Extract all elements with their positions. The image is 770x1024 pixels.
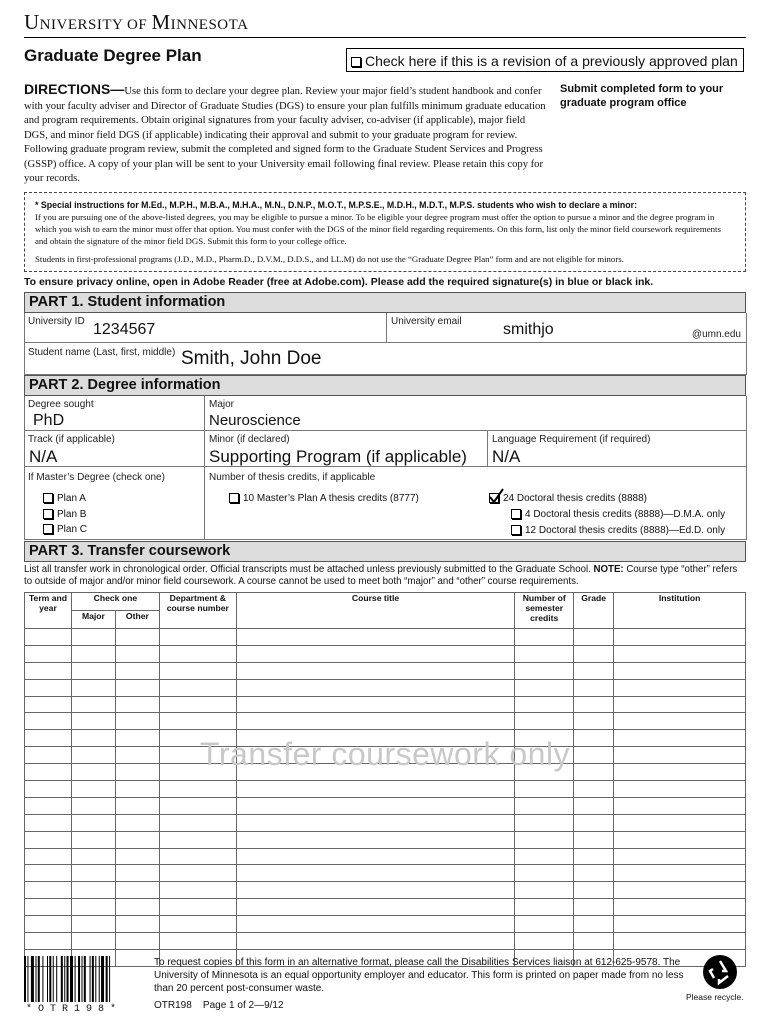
barcode-bar <box>61 956 63 1002</box>
revision-checkbox[interactable] <box>351 57 361 67</box>
table-cell[interactable] <box>515 679 574 696</box>
barcode-bar <box>24 956 26 1002</box>
table-cell[interactable] <box>236 797 514 814</box>
col-course-title: Course title <box>236 593 514 629</box>
table-cell[interactable] <box>515 882 574 899</box>
table-cell[interactable] <box>25 916 72 933</box>
barcode-bar <box>95 956 96 1002</box>
table-cell[interactable] <box>515 814 574 831</box>
table-cell[interactable] <box>574 865 614 882</box>
watermark: Transfer coursework only <box>200 736 571 772</box>
university-email-label: University email <box>391 316 462 327</box>
table-cell[interactable] <box>515 797 574 814</box>
table-cell[interactable] <box>614 713 746 730</box>
thesis-4-option[interactable] <box>511 509 725 520</box>
table-cell[interactable] <box>115 713 159 730</box>
table-cell[interactable] <box>614 696 746 713</box>
table-cell[interactable] <box>614 730 746 747</box>
table-cell[interactable] <box>71 916 115 933</box>
table-cell[interactable] <box>71 781 115 798</box>
table-cell[interactable] <box>515 781 574 798</box>
barcode-bar <box>84 956 86 1002</box>
table-cell[interactable] <box>115 730 159 747</box>
table-cell[interactable] <box>25 645 72 662</box>
col-grade: Grade <box>574 593 614 629</box>
table-cell[interactable] <box>614 797 746 814</box>
table-cell[interactable] <box>115 916 159 933</box>
major-value: Neuroscience <box>209 412 301 429</box>
table-cell[interactable] <box>71 629 115 646</box>
table-cell[interactable] <box>115 781 159 798</box>
barcode-image <box>24 956 142 1006</box>
student-name-value: Smith, John Doe <box>181 348 322 369</box>
table-cell[interactable] <box>236 781 514 798</box>
col-term: Term and year <box>25 593 72 629</box>
table-cell[interactable] <box>115 797 159 814</box>
table-cell[interactable] <box>25 747 72 764</box>
table-row <box>25 814 746 831</box>
checkmark-icon <box>488 488 504 504</box>
table-cell[interactable] <box>159 899 236 916</box>
table-cell[interactable] <box>614 865 746 882</box>
footer-disclaimer: To request copies of this form in an alternative format, please call the Disabilities Services liaison at 612-625-9578. The University of Minnesota is an equal opportunity employer and educator. This form is printed on paper made from no less than 20 percent post-consumer waste. <box>154 957 684 994</box>
table-cell[interactable] <box>574 747 614 764</box>
part1-header: PART 1. Student information <box>24 292 746 313</box>
part1-grid <box>24 313 746 375</box>
table-cell[interactable] <box>159 848 236 865</box>
barcode-bar <box>101 956 104 1002</box>
table-cell[interactable] <box>574 645 614 662</box>
table-cell[interactable] <box>71 713 115 730</box>
thesis-masters-option[interactable] <box>229 493 419 504</box>
table-cell[interactable] <box>574 730 614 747</box>
table-cell[interactable] <box>159 679 236 696</box>
table-row <box>25 933 746 950</box>
table-cell[interactable] <box>71 764 115 781</box>
table-cell[interactable] <box>515 899 574 916</box>
table-cell[interactable] <box>614 679 746 696</box>
thesis-24-option[interactable] <box>489 493 647 504</box>
revision-label: Check here if this is a revision of a previously approved plan <box>365 53 738 69</box>
privacy-note: To ensure privacy online, open in Adobe Reader (free at Adobe.com). Please add the required signature(s) in blue or black ink. <box>24 276 654 288</box>
plan-a-checkbox[interactable] <box>43 493 53 503</box>
col-dept: Department & course number <box>159 593 236 629</box>
table-cell[interactable] <box>25 865 72 882</box>
special-text: If you are pursuing one of the above-listed degrees, you may be eligible to pursue a minor. To be eligible your degree program must offer the option to pursue a minor and the degree program in which you wish to earn the minor must offer that option. You must confer with the DGS of the minor field regarding requirements. On this form, list only the minor field coursework requirements and obtain the signature of the minor field DGS. Submit this form to your college office. <box>35 212 721 246</box>
table-row <box>25 662 746 679</box>
table-cell[interactable] <box>159 882 236 899</box>
table-cell[interactable] <box>236 831 514 848</box>
barcode-bar <box>67 956 69 1002</box>
table-cell[interactable] <box>71 645 115 662</box>
table-cell[interactable] <box>236 865 514 882</box>
table-row <box>25 899 746 916</box>
table-cell[interactable] <box>25 730 72 747</box>
plan-b-label: Plan B <box>57 509 87 520</box>
table-cell[interactable] <box>614 747 746 764</box>
track-value: N/A <box>29 447 58 466</box>
barcode-bar <box>78 956 80 1002</box>
table-cell[interactable] <box>614 645 746 662</box>
table-cell[interactable] <box>515 645 574 662</box>
table-cell[interactable] <box>159 865 236 882</box>
part2-grid <box>24 396 746 540</box>
track-label: Track (if applicable) <box>28 434 115 445</box>
table-cell[interactable] <box>115 882 159 899</box>
table-cell[interactable] <box>236 645 514 662</box>
header-rule <box>24 37 746 38</box>
student-name-field[interactable] <box>25 343 747 375</box>
table-cell[interactable] <box>115 747 159 764</box>
recycle-icon <box>702 954 738 990</box>
table-cell[interactable] <box>115 645 159 662</box>
table-cell[interactable] <box>25 662 72 679</box>
table-cell[interactable] <box>236 899 514 916</box>
table-cell[interactable] <box>25 629 72 646</box>
barcode-bar <box>49 956 51 1002</box>
table-cell[interactable] <box>574 662 614 679</box>
table-cell[interactable] <box>115 899 159 916</box>
table-cell[interactable] <box>115 662 159 679</box>
table-cell[interactable] <box>574 797 614 814</box>
barcode-bar <box>109 956 110 1002</box>
table-cell[interactable] <box>614 882 746 899</box>
table-cell[interactable] <box>236 662 514 679</box>
table-row <box>25 696 746 713</box>
table-cell[interactable] <box>71 679 115 696</box>
major-label: Major <box>209 399 235 410</box>
table-cell[interactable] <box>71 865 115 882</box>
table-cell[interactable] <box>159 916 236 933</box>
table-cell[interactable] <box>71 882 115 899</box>
table-cell[interactable] <box>574 713 614 730</box>
university-id-field[interactable] <box>25 313 387 343</box>
plan-a-label: Plan A <box>57 493 86 504</box>
table-cell[interactable] <box>614 916 746 933</box>
table-cell[interactable] <box>115 696 159 713</box>
table-row <box>25 797 746 814</box>
table-cell[interactable] <box>25 933 72 950</box>
masters-plan-field <box>25 467 205 540</box>
part3-instructions: List all transfer work in chronological order. Official transcripts must be attached unless previously submitted to the Graduate School. NOTE: Course type “other” refers to outside of major and/or minor field coursework. A course cannot be used to meet both “major” and “other” course requirements. <box>24 564 738 587</box>
table-row <box>25 645 746 662</box>
language-value: N/A <box>492 447 521 466</box>
form-title: Graduate Degree Plan <box>24 46 202 65</box>
table-cell[interactable] <box>71 797 115 814</box>
degree-sought-field[interactable] <box>25 396 205 431</box>
table-cell[interactable] <box>115 848 159 865</box>
table-cell[interactable] <box>614 814 746 831</box>
thesis-24-checkbox[interactable] <box>489 493 499 503</box>
language-label: Language Requirement (if required) <box>492 434 651 445</box>
table-cell[interactable] <box>25 814 72 831</box>
table-cell[interactable] <box>614 933 746 950</box>
minor-label: Minor (if declared) <box>209 434 290 445</box>
directions-text <box>24 82 546 187</box>
table-row <box>25 865 746 882</box>
table-cell[interactable] <box>515 865 574 882</box>
university-id-value: 1234567 <box>93 321 156 338</box>
special-heading: * Special instructions for M.Ed., M.P.H., M.B.A., M.H.A., M.N., D.N.P., M.O.T., M.P.S.E., M.D.H., M.D.T., M.P.S. students who wish to declare a minor: <box>35 200 638 210</box>
thesis-12-label: 12 Doctoral thesis credits (8888)—Ed.D. only <box>525 525 726 536</box>
directions-heading: DIRECTIONS— <box>24 81 125 97</box>
barcode-bar <box>64 956 65 1002</box>
table-cell[interactable] <box>574 814 614 831</box>
table-cell[interactable] <box>236 679 514 696</box>
plan-c-option[interactable] <box>43 524 87 535</box>
table-cell[interactable] <box>574 899 614 916</box>
table-cell[interactable] <box>236 629 514 646</box>
student-name-label: Student name (Last, first, middle) <box>28 347 176 358</box>
table-cell[interactable] <box>115 865 159 882</box>
barcode-bar <box>47 956 48 1002</box>
table-cell[interactable] <box>71 662 115 679</box>
table-cell[interactable] <box>614 764 746 781</box>
table-row <box>25 781 746 798</box>
table-cell[interactable] <box>236 713 514 730</box>
table-cell[interactable] <box>574 831 614 848</box>
email-suffix: @umn.edu <box>691 329 741 340</box>
col-credits: Number of semester credits <box>515 593 574 629</box>
language-field[interactable] <box>488 431 747 467</box>
table-cell[interactable] <box>236 916 514 933</box>
special-note: Students in first-professional programs (J.D., M.D., Pharm.D., D.V.M., D.D.S., and LL.M) do not use the “Graduate Degree Plan” form and are not eligible for minors. <box>35 254 624 264</box>
table-cell[interactable] <box>25 848 72 865</box>
table-cell[interactable] <box>71 730 115 747</box>
table-cell[interactable] <box>574 764 614 781</box>
table-cell[interactable] <box>236 933 514 950</box>
plan-a-option[interactable] <box>43 493 86 504</box>
table-cell[interactable] <box>574 848 614 865</box>
barcode-bar <box>75 956 76 1002</box>
barcode-bar <box>82 956 83 1002</box>
transfer-coursework-table <box>24 592 746 967</box>
table-cell[interactable] <box>25 679 72 696</box>
table-cell[interactable] <box>515 629 574 646</box>
table-cell[interactable] <box>115 831 159 848</box>
plan-b-option[interactable] <box>43 509 86 520</box>
masters-label: If Master’s Degree (check one) <box>28 472 165 483</box>
table-cell[interactable] <box>159 831 236 848</box>
col-major: Major <box>71 611 115 629</box>
table-row <box>25 713 746 730</box>
submit-note: Submit completed form to your graduate program office <box>560 83 724 109</box>
university-id-label: University ID <box>28 316 85 327</box>
barcode-bar <box>42 956 43 1002</box>
table-cell[interactable] <box>574 882 614 899</box>
thesis-label: Number of thesis credits, if applicable <box>209 472 376 483</box>
thesis-12-checkbox[interactable] <box>511 525 521 535</box>
part3-header: PART 3. Transfer coursework <box>24 541 746 562</box>
barcode-bar <box>99 956 100 1002</box>
table-cell[interactable] <box>159 645 236 662</box>
table-cell[interactable] <box>25 831 72 848</box>
table-cell[interactable] <box>159 933 236 950</box>
col-check-one: Check one <box>71 593 159 611</box>
form-id-page: OTR198 Page 1 of 2—9/12 <box>154 1000 284 1011</box>
thesis-24-label: 24 Doctoral thesis credits (8888) <box>503 493 647 504</box>
table-cell[interactable] <box>515 916 574 933</box>
barcode-text: *OTR198* <box>26 1004 123 1015</box>
table-row <box>25 679 746 696</box>
minor-field[interactable] <box>205 431 488 467</box>
table-cell[interactable] <box>236 882 514 899</box>
table-cell[interactable] <box>115 764 159 781</box>
thesis-12-option[interactable] <box>511 525 725 536</box>
table-cell[interactable] <box>515 848 574 865</box>
table-cell[interactable] <box>71 831 115 848</box>
barcode-bar <box>92 956 94 1002</box>
barcode-bar <box>36 956 37 1002</box>
table-cell[interactable] <box>574 916 614 933</box>
special-instructions <box>24 192 746 272</box>
directions-body: Use this form to declare your degree plan. Review your major field’s student handbook and confer with your faculty adviser and Director of Graduate Studies (DGS) to ensure your plan fulfills minimum graduate education and program requirements. Obtain original signatures from your faculty adviser, co-adviser (if applicable), major field DGS, and minor field DGS (if applicable) indicating their approval and submit to your graduate program for review. Following graduate program review, submit the completed and signed form to the Graduate Student Services and Progress (GSSP) office. A copy of your plan will be sent to your University email following final review. Please retain this copy for your records. <box>24 86 546 184</box>
table-cell[interactable] <box>71 747 115 764</box>
table-cell[interactable] <box>614 781 746 798</box>
table-cell[interactable] <box>159 797 236 814</box>
table-cell[interactable] <box>614 831 746 848</box>
table-row <box>25 848 746 865</box>
barcode-bar <box>106 956 108 1002</box>
table-cell[interactable] <box>614 662 746 679</box>
table-cell[interactable] <box>159 814 236 831</box>
table-cell[interactable] <box>25 899 72 916</box>
table-cell[interactable] <box>71 848 115 865</box>
col-institution: Institution <box>614 593 746 629</box>
table-cell[interactable] <box>574 933 614 950</box>
track-field[interactable] <box>25 431 205 467</box>
table-cell[interactable] <box>236 848 514 865</box>
table-row <box>25 882 746 899</box>
table-cell[interactable] <box>159 662 236 679</box>
table-cell[interactable] <box>515 831 574 848</box>
table-cell[interactable] <box>115 814 159 831</box>
major-field[interactable] <box>205 396 747 431</box>
barcode-bar <box>90 956 91 1002</box>
table-cell[interactable] <box>25 797 72 814</box>
table-cell[interactable] <box>614 629 746 646</box>
table-cell[interactable] <box>574 781 614 798</box>
degree-sought-label: Degree sought <box>28 399 94 410</box>
table-cell[interactable] <box>25 764 72 781</box>
barcode-bar <box>56 956 57 1002</box>
table-cell[interactable] <box>25 696 72 713</box>
table-cell[interactable] <box>159 629 236 646</box>
table-cell[interactable] <box>236 696 514 713</box>
minor-value: Supporting Program (if applicable) <box>209 447 467 466</box>
table-cell[interactable] <box>159 781 236 798</box>
table-cell[interactable] <box>71 933 115 950</box>
thesis-masters-checkbox[interactable] <box>229 493 239 503</box>
table-cell[interactable] <box>25 882 72 899</box>
table-cell[interactable] <box>574 696 614 713</box>
thesis-4-label: 4 Doctoral thesis credits (8888)—D.M.A. only <box>525 509 726 520</box>
degree-sought-value: PhD <box>33 412 65 429</box>
barcode-bar <box>38 956 40 1002</box>
thesis-4-checkbox[interactable] <box>511 509 521 519</box>
table-cell[interactable] <box>515 713 574 730</box>
table-cell[interactable] <box>614 848 746 865</box>
table-cell[interactable] <box>25 781 72 798</box>
table-cell[interactable] <box>71 899 115 916</box>
table-cell[interactable] <box>614 899 746 916</box>
table-cell[interactable] <box>25 713 72 730</box>
barcode-bar <box>31 956 34 1002</box>
revision-checkbox-box[interactable] <box>346 48 744 72</box>
table-cell[interactable] <box>115 679 159 696</box>
table-cell[interactable] <box>574 629 614 646</box>
table-cell[interactable] <box>515 662 574 679</box>
university-email-value: smithjo <box>503 321 554 338</box>
plan-c-label: Plan C <box>57 524 88 535</box>
table-cell[interactable] <box>515 696 574 713</box>
table-cell[interactable] <box>236 814 514 831</box>
thesis-credits-field <box>205 467 747 540</box>
plan-b-checkbox[interactable] <box>43 509 53 519</box>
table-cell[interactable] <box>71 814 115 831</box>
table-cell[interactable] <box>515 933 574 950</box>
barcode-bar <box>53 956 54 1002</box>
university-name: UNIVERSITY OF MINNESOTA <box>24 10 249 34</box>
table-row <box>25 831 746 848</box>
plan-c-checkbox[interactable] <box>43 524 53 534</box>
barcode-bar <box>70 956 73 1002</box>
university-email-field[interactable] <box>387 313 747 343</box>
table-cell[interactable] <box>115 629 159 646</box>
col-other: Other <box>115 611 159 629</box>
table-cell[interactable] <box>115 933 159 950</box>
recycle-label: Please recycle. <box>686 992 744 1002</box>
table-cell[interactable] <box>71 696 115 713</box>
table-cell[interactable] <box>159 696 236 713</box>
table-cell[interactable] <box>159 713 236 730</box>
table-cell[interactable] <box>574 679 614 696</box>
part2-header: PART 2. Degree information <box>24 375 746 396</box>
thesis-masters-label: 10 Master’s Plan A thesis credits (8777) <box>243 493 419 504</box>
table-row <box>25 916 746 933</box>
table-row <box>25 629 746 646</box>
barcode-bar <box>27 956 28 1002</box>
